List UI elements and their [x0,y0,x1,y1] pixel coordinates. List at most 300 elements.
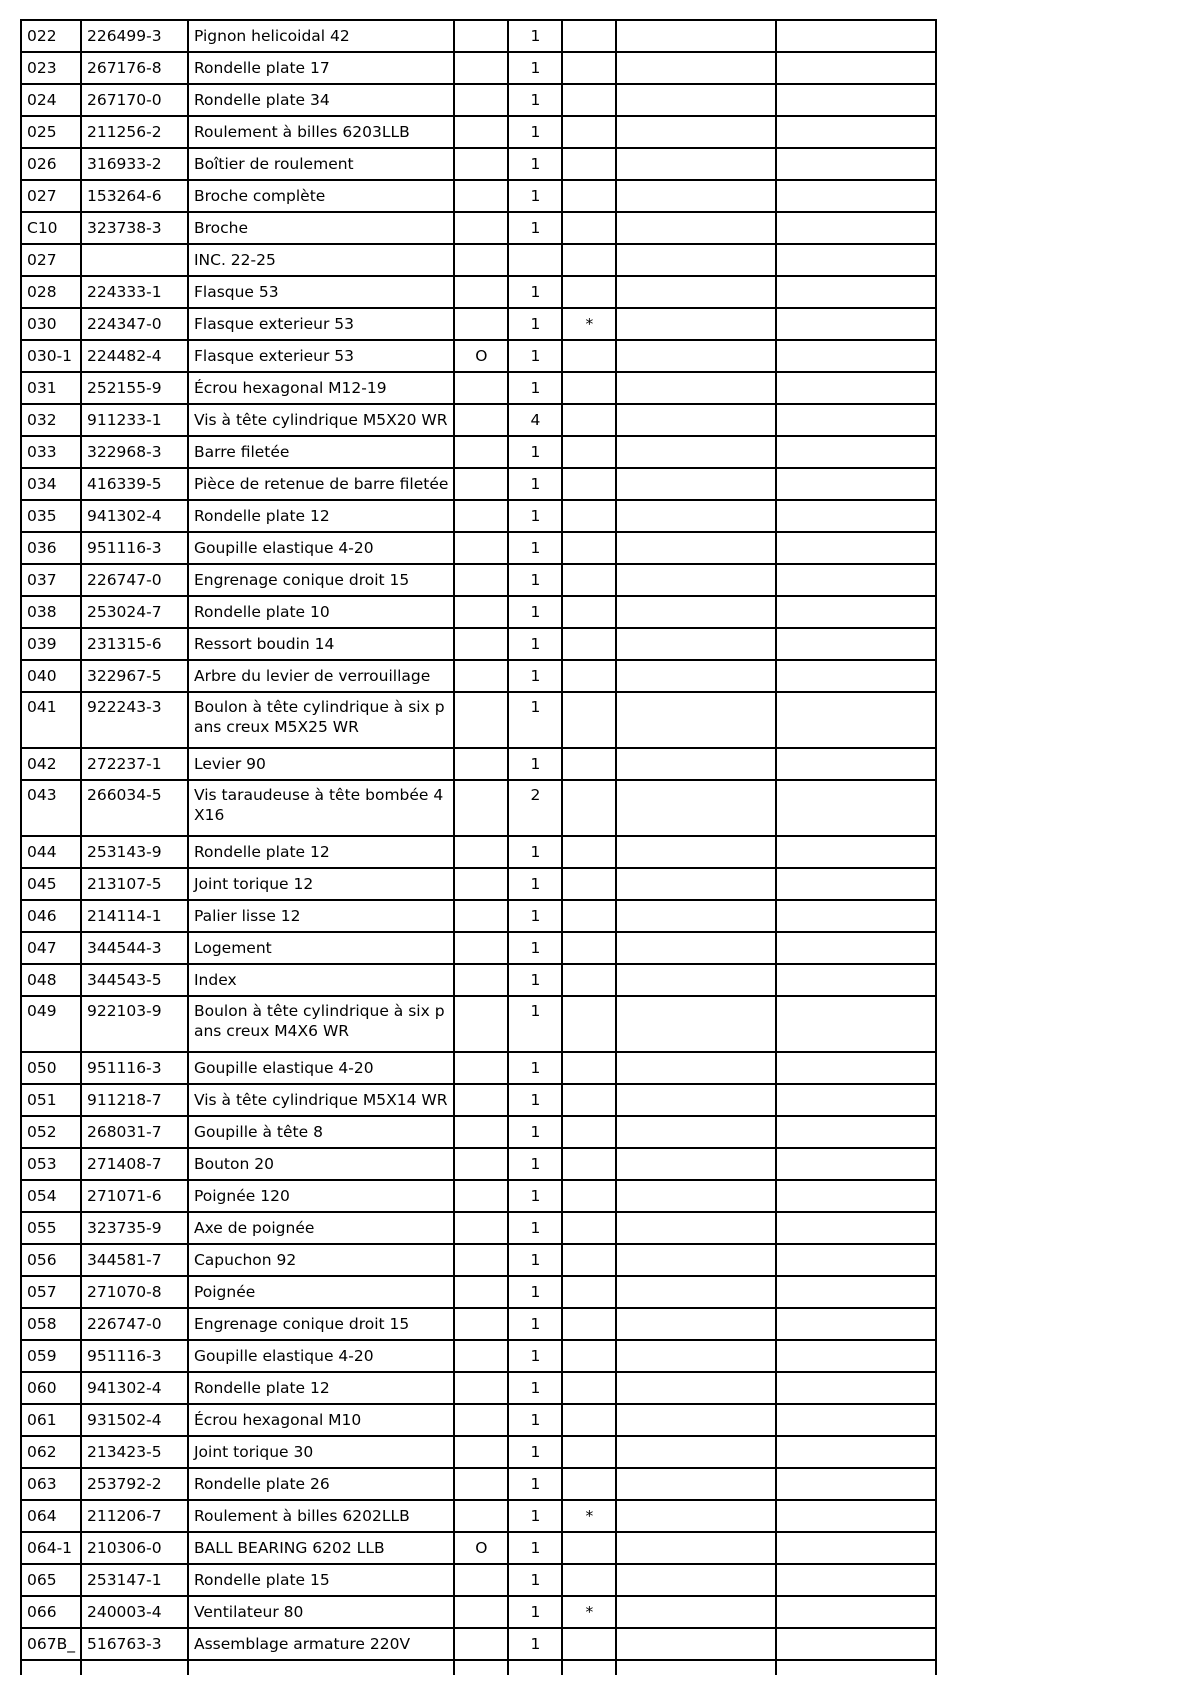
blank-cell [616,308,776,340]
part-number-cell: 267170-0 [81,84,188,116]
blank-cell [776,148,936,180]
blank-cell [776,1244,936,1276]
indicator-cell [454,596,508,628]
item-number-cell: 061 [21,1404,81,1436]
part-number-cell: 214114-1 [81,900,188,932]
item-number-cell: 041 [21,692,81,748]
blank-cell [616,148,776,180]
indicator-cell [454,404,508,436]
description-cell: Goupille elastique 4-20 [188,1340,454,1372]
item-number-cell: 022 [21,20,81,52]
item-number-cell: 044 [21,836,81,868]
item-number-cell: 046 [21,900,81,932]
indicator-cell [454,84,508,116]
blank-cell [776,1180,936,1212]
indicator-cell [454,436,508,468]
indicator-cell [454,1212,508,1244]
part-number-cell: 344543-5 [81,964,188,996]
blank-cell [616,1340,776,1372]
table-row [21,308,936,340]
table-row [21,836,936,868]
note-mark-cell [562,964,616,996]
indicator-cell [454,836,508,868]
table-row [21,596,936,628]
note-mark-cell [562,628,616,660]
blank-cell [776,1340,936,1372]
blank-cell [776,1468,936,1500]
note-mark-cell [562,1628,616,1660]
item-number-cell: 034 [21,468,81,500]
note-mark-cell [562,932,616,964]
table-row [21,692,936,748]
blank-cell [562,1660,616,1675]
part-number-cell: 226747-0 [81,564,188,596]
item-number-cell: 035 [21,500,81,532]
part-number-cell: 951116-3 [81,532,188,564]
blank-cell [81,1660,188,1675]
item-number-cell: 036 [21,532,81,564]
indicator-cell [454,564,508,596]
table-row [21,276,936,308]
table-row [21,1532,936,1564]
note-mark-cell [562,1308,616,1340]
part-number-cell: 323738-3 [81,212,188,244]
quantity-cell: 1 [508,1564,562,1596]
table-row [21,244,936,276]
item-number-cell: 064-1 [21,1532,81,1564]
blank-cell [616,1212,776,1244]
blank-cell [776,596,936,628]
part-number-cell: 253143-9 [81,836,188,868]
quantity-cell: 1 [508,1052,562,1084]
table-row [21,1500,936,1532]
part-number-cell: 253147-1 [81,1564,188,1596]
indicator-cell [454,628,508,660]
description-cell: Vis taraudeuse à tête bombée 4X16 [188,780,454,836]
item-number-cell: 052 [21,1116,81,1148]
quantity-cell: 1 [508,1180,562,1212]
blank-cell [616,1628,776,1660]
quantity-cell: 1 [508,308,562,340]
description-cell: Rondelle plate 15 [188,1564,454,1596]
description-cell: Roulement à billes 6203LLB [188,116,454,148]
blank-cell [776,836,936,868]
indicator-cell: O [454,1532,508,1564]
part-number-cell: 951116-3 [81,1052,188,1084]
part-number-cell: 941302-4 [81,1372,188,1404]
note-mark-cell [562,1372,616,1404]
description-cell: Palier lisse 12 [188,900,454,932]
table-row [21,1340,936,1372]
blank-cell [616,564,776,596]
quantity-cell: 1 [508,996,562,1052]
description-cell: Pièce de retenue de barre filetée [188,468,454,500]
description-cell: Boîtier de roulement [188,148,454,180]
blank-cell [616,532,776,564]
blank-cell [188,1660,454,1675]
quantity-cell: 1 [508,1276,562,1308]
description-cell: Goupille elastique 4-20 [188,532,454,564]
table-row [21,436,936,468]
description-cell: Engrenage conique droit 15 [188,1308,454,1340]
blank-cell [616,748,776,780]
quantity-cell: 1 [508,1148,562,1180]
blank-cell [616,404,776,436]
blank-cell [616,996,776,1052]
blank-cell [776,1436,936,1468]
blank-cell [508,1660,562,1675]
table-row [21,1084,936,1116]
table-row-partial [21,1660,936,1675]
quantity-cell: 1 [508,692,562,748]
item-number-cell: 060 [21,1372,81,1404]
table-row [21,748,936,780]
description-cell: Flasque exterieur 53 [188,340,454,372]
quantity-cell: 1 [508,468,562,500]
note-mark-cell [562,564,616,596]
indicator-cell [454,52,508,84]
blank-cell [776,500,936,532]
part-number-cell: 951116-3 [81,1340,188,1372]
note-mark-cell [562,1532,616,1564]
indicator-cell [454,532,508,564]
table-row [21,1596,936,1628]
description-cell: Barre filetée [188,436,454,468]
part-number-cell: 911218-7 [81,1084,188,1116]
part-number-cell: 322968-3 [81,436,188,468]
description-cell: Rondelle plate 12 [188,500,454,532]
description-cell: Ressort boudin 14 [188,628,454,660]
quantity-cell: 1 [508,564,562,596]
item-number-cell: 040 [21,660,81,692]
blank-cell [616,1468,776,1500]
description-cell: Flasque 53 [188,276,454,308]
quantity-cell: 1 [508,1244,562,1276]
indicator-cell [454,1596,508,1628]
description-cell: Vis à tête cylindrique M5X14 WR [188,1084,454,1116]
quantity-cell: 1 [508,84,562,116]
table-row [21,180,936,212]
part-number-cell: 271408-7 [81,1148,188,1180]
blank-cell [616,900,776,932]
quantity-cell: 1 [508,20,562,52]
quantity-cell: 1 [508,1340,562,1372]
table-row [21,1276,936,1308]
part-number-cell: 416339-5 [81,468,188,500]
blank-cell [616,1404,776,1436]
quantity-cell: 1 [508,1404,562,1436]
indicator-cell [454,468,508,500]
blank-cell [616,20,776,52]
blank-cell [616,1084,776,1116]
table-row [21,212,936,244]
description-cell: Vis à tête cylindrique M5X20 WR [188,404,454,436]
blank-cell [776,52,936,84]
item-number-cell: 065 [21,1564,81,1596]
item-number-cell: 026 [21,148,81,180]
table-row [21,932,936,964]
table-row [21,1372,936,1404]
note-mark-cell [562,20,616,52]
description-cell: Rondelle plate 12 [188,836,454,868]
item-number-cell: 038 [21,596,81,628]
quantity-cell: 1 [508,1212,562,1244]
indicator-cell [454,1436,508,1468]
item-number-cell: 027 [21,244,81,276]
quantity-cell: 1 [508,836,562,868]
indicator-cell [454,20,508,52]
note-mark-cell [562,1212,616,1244]
blank-cell [776,932,936,964]
table-row [21,1212,936,1244]
note-mark-cell [562,836,616,868]
table-row [21,148,936,180]
indicator-cell [454,1052,508,1084]
note-mark-cell [562,52,616,84]
blank-cell [776,20,936,52]
item-number-cell: 056 [21,1244,81,1276]
table-row [21,900,936,932]
item-number-cell: 049 [21,996,81,1052]
blank-cell [776,1564,936,1596]
blank-cell [776,1404,936,1436]
blank-cell [616,180,776,212]
item-number-cell: 037 [21,564,81,596]
part-number-cell: 224347-0 [81,308,188,340]
blank-cell [776,180,936,212]
item-number-cell: 067B_ [21,1628,81,1660]
note-mark-cell [562,868,616,900]
blank-cell [776,1084,936,1116]
table-row [21,84,936,116]
quantity-cell: 1 [508,596,562,628]
indicator-cell [454,1628,508,1660]
description-cell: Assemblage armature 220V [188,1628,454,1660]
indicator-cell [454,1564,508,1596]
indicator-cell [454,1244,508,1276]
item-number-cell: 028 [21,276,81,308]
quantity-cell: 1 [508,1500,562,1532]
blank-cell [776,1628,936,1660]
note-mark-cell [562,660,616,692]
part-number-cell: 516763-3 [81,1628,188,1660]
blank-cell [616,244,776,276]
blank-cell [21,1660,81,1675]
quantity-cell: 4 [508,404,562,436]
table-row [21,1628,936,1660]
part-number-cell: 211256-2 [81,116,188,148]
note-mark-cell [562,148,616,180]
item-number-cell: 027 [21,180,81,212]
quantity-cell: 1 [508,212,562,244]
note-mark-cell [562,276,616,308]
blank-cell [616,1372,776,1404]
part-number-cell: 252155-9 [81,372,188,404]
blank-cell [776,116,936,148]
quantity-cell: 1 [508,748,562,780]
part-number-cell: 211206-7 [81,1500,188,1532]
part-number-cell: 224482-4 [81,340,188,372]
blank-cell [616,276,776,308]
blank-cell [776,564,936,596]
description-cell: Broche complète [188,180,454,212]
table-row [21,1468,936,1500]
indicator-cell [454,372,508,404]
description-cell: Poignée 120 [188,1180,454,1212]
note-mark-cell [562,84,616,116]
item-number-cell: 045 [21,868,81,900]
blank-cell [776,780,936,836]
part-number-cell: 226499-3 [81,20,188,52]
description-cell: Boulon à tête cylindrique à six pans creux M4X6 WR [188,996,454,1052]
blank-cell [616,1308,776,1340]
indicator-cell [454,660,508,692]
item-number-cell: 053 [21,1148,81,1180]
item-number-cell: 033 [21,436,81,468]
item-number-cell: 031 [21,372,81,404]
quantity-cell: 1 [508,532,562,564]
part-number-cell: 922103-9 [81,996,188,1052]
indicator-cell [454,964,508,996]
item-number-cell: 043 [21,780,81,836]
blank-cell [776,1596,936,1628]
part-number-cell: 213423-5 [81,1436,188,1468]
blank-cell [616,1148,776,1180]
quantity-cell: 1 [508,1436,562,1468]
note-mark-cell [562,468,616,500]
part-number-cell: 210306-0 [81,1532,188,1564]
item-number-cell: 030 [21,308,81,340]
indicator-cell [454,748,508,780]
blank-cell [616,1116,776,1148]
note-mark-cell [562,1052,616,1084]
note-mark-cell [562,900,616,932]
note-mark-cell [562,116,616,148]
note-mark-cell [562,1180,616,1212]
note-mark-cell [562,692,616,748]
table-row [21,1180,936,1212]
item-number-cell: 051 [21,1084,81,1116]
note-mark-cell [562,340,616,372]
blank-cell [616,628,776,660]
part-number-cell [81,244,188,276]
blank-cell [616,660,776,692]
indicator-cell [454,180,508,212]
blank-cell [776,628,936,660]
note-mark-cell [562,1564,616,1596]
item-number-cell: 057 [21,1276,81,1308]
item-number-cell: 047 [21,932,81,964]
table-row [21,1052,936,1084]
note-mark-cell [562,1116,616,1148]
note-mark-cell [562,996,616,1052]
quantity-cell: 1 [508,500,562,532]
description-cell: Rondelle plate 34 [188,84,454,116]
description-cell: Goupille elastique 4-20 [188,1052,454,1084]
blank-cell [776,1116,936,1148]
blank-cell [776,748,936,780]
table-row [21,1148,936,1180]
blank-cell [616,964,776,996]
item-number-cell: 050 [21,1052,81,1084]
table-row [21,564,936,596]
part-number-cell: 153264-6 [81,180,188,212]
blank-cell [776,84,936,116]
note-mark-cell [562,1148,616,1180]
quantity-cell [508,244,562,276]
note-mark-cell [562,1404,616,1436]
quantity-cell: 1 [508,1116,562,1148]
table-row [21,340,936,372]
part-number-cell: 344544-3 [81,932,188,964]
note-mark-cell [562,212,616,244]
description-cell: Arbre du levier de verrouillage [188,660,454,692]
table-row [21,1116,936,1148]
indicator-cell [454,1084,508,1116]
note-mark-cell [562,748,616,780]
table-row [21,628,936,660]
blank-cell [776,1276,936,1308]
indicator-cell [454,1276,508,1308]
item-number-cell: 054 [21,1180,81,1212]
table-row [21,372,936,404]
part-number-cell: 224333-1 [81,276,188,308]
indicator-cell [454,1340,508,1372]
note-mark-cell: * [562,1596,616,1628]
blank-cell [776,1308,936,1340]
quantity-cell: 1 [508,660,562,692]
blank-cell [776,468,936,500]
table-row [21,1244,936,1276]
parts-table-body [21,20,936,1675]
blank-cell [616,1276,776,1308]
table-row [21,1564,936,1596]
blank-cell [776,404,936,436]
blank-cell [616,500,776,532]
note-mark-cell [562,596,616,628]
indicator-cell [454,1372,508,1404]
blank-cell [616,932,776,964]
note-mark-cell [562,780,616,836]
parts-list-table [20,19,937,1675]
blank-cell [616,596,776,628]
description-cell: Levier 90 [188,748,454,780]
indicator-cell [454,1180,508,1212]
blank-cell [454,1660,508,1675]
table-row [21,964,936,996]
indicator-cell [454,276,508,308]
quantity-cell: 1 [508,52,562,84]
blank-cell [616,1436,776,1468]
quantity-cell: 1 [508,1532,562,1564]
part-number-cell: 240003-4 [81,1596,188,1628]
blank-cell [776,340,936,372]
blank-cell [616,1500,776,1532]
blank-cell [616,84,776,116]
note-mark-cell [562,500,616,532]
indicator-cell [454,148,508,180]
blank-cell [616,1180,776,1212]
description-cell: Index [188,964,454,996]
description-cell: Écrou hexagonal M10 [188,1404,454,1436]
note-mark-cell [562,244,616,276]
indicator-cell [454,308,508,340]
blank-cell [776,1148,936,1180]
part-number-cell: 253024-7 [81,596,188,628]
blank-cell [616,1532,776,1564]
blank-cell [776,244,936,276]
note-mark-cell [562,180,616,212]
